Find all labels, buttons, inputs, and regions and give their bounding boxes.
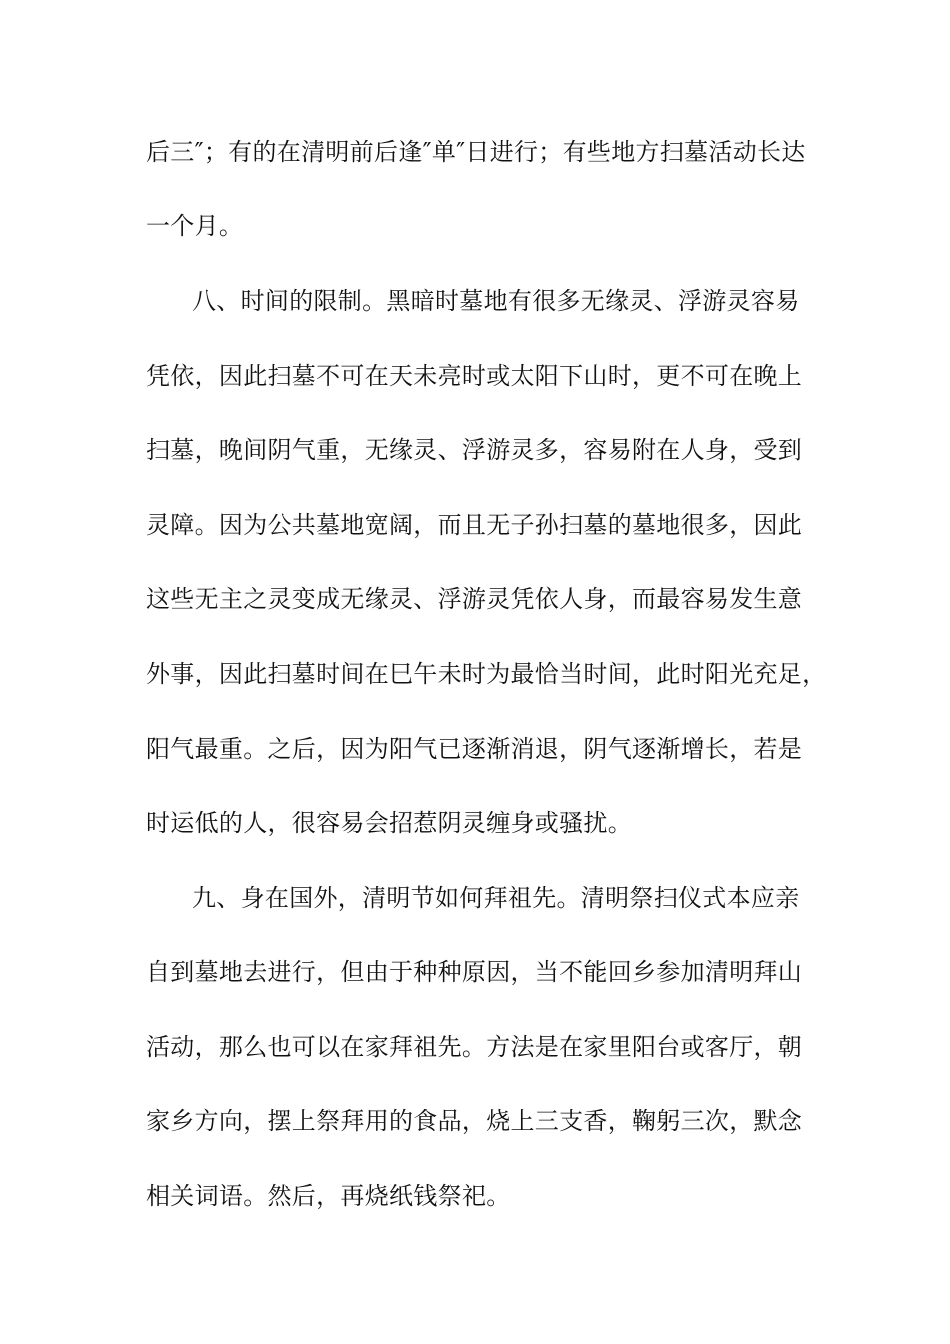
text-line: 后三″；有的在清明前后逢″单″日进行；有些地方扫墓活动长达 bbox=[146, 138, 806, 166]
text-line: 时运低的人，很容易会招惹阴灵缠身或骚扰。 bbox=[146, 809, 632, 837]
text-line: 灵障。因为公共墓地宽阔，而且无子孙扫墓的墓地很多，因此 bbox=[146, 511, 803, 539]
text-line: 外事，因此扫墓时间在巳午未时为最恰当时间，此时阳光充足， bbox=[146, 660, 827, 688]
text-line: 凭依，因此扫墓不可在天未亮时或太阳下山时，更不可在晚上 bbox=[146, 362, 803, 390]
text-line: 活动，那么也可以在家拜祖先。方法是在家里阳台或客厅，朝 bbox=[146, 1033, 803, 1061]
text-line: 一个月。 bbox=[146, 212, 244, 240]
text-line: 扫墓，晚间阴气重，无缘灵、浮游灵多，容易附在人身，受到 bbox=[146, 436, 803, 464]
paragraph-8-first-line: 八、时间的限制。黑暗时墓地有很多无缘灵、浮游灵容易 bbox=[192, 287, 800, 315]
text-line: 自到墓地去进行，但由于种种原因，当不能回乡参加清明拜山 bbox=[146, 958, 803, 986]
text-line: 这些无主之灵变成无缘灵、浮游灵凭依人身，而最容易发生意 bbox=[146, 585, 803, 613]
text-line: 相关词语。然后，再烧纸钱祭祀。 bbox=[146, 1182, 511, 1210]
text-line: 阳气最重。之后，因为阳气已逐渐消退，阴气逐渐增长，若是 bbox=[146, 735, 803, 763]
text-line: 家乡方向，摆上祭拜用的食品，烧上三支香，鞠躬三次，默念 bbox=[146, 1107, 803, 1135]
paragraph-9-first-line: 九、身在国外，清明节如何拜祖先。清明祭扫仪式本应亲 bbox=[192, 884, 800, 912]
